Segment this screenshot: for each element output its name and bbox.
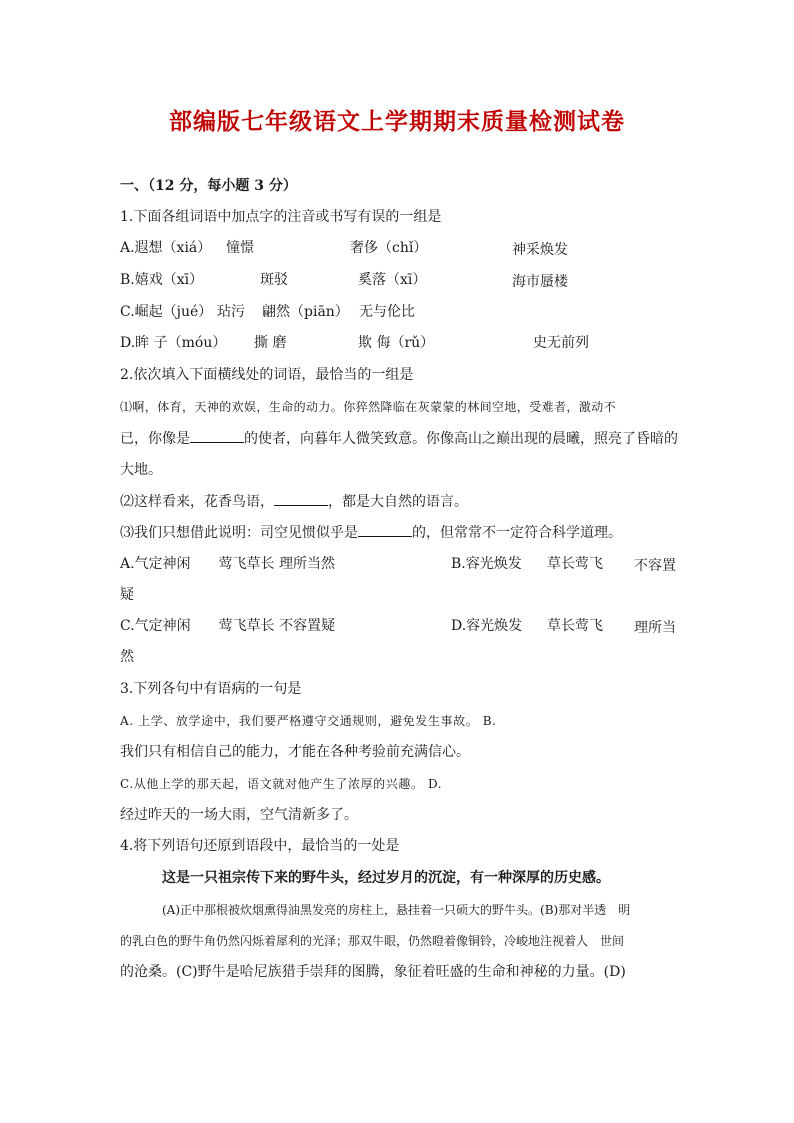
q4-passage-line3: 的沧桑。(C)野牛是哈尼族猎手崇拜的图腾，象征着旺盛的生命和神秘的力量。(D) <box>120 964 626 980</box>
q3-option-a: A. 上学、放学途中，我们要严格遵守交通规则，避免发生事故。 B. <box>120 714 497 728</box>
q3-option-d: 经过昨天的一场大雨，空气清新多了。 <box>120 807 358 823</box>
q2-passage1-text-b: 的使者，向暮年人微笑致意。你像高山之巅出现的晨曦，照亮了昏暗的 <box>244 431 678 447</box>
q2-blank-3 <box>358 522 412 537</box>
section-heading: 一、（12 分，每小题 3 分） <box>120 178 297 194</box>
q3-option-c: C.从他上学的那天起，语文就对他产生了浓厚的兴趣。 D. <box>120 777 443 791</box>
q4-stem: 4.将下列语句还原到语段中，最恰当的一处是 <box>120 838 400 854</box>
q1-stem: 1.下面各组词语中加点字的注音或书写有误的一组是 <box>120 209 442 225</box>
q1-d-col2: 撕 磨 <box>254 335 287 351</box>
q2-option-b-col3: 不容置 <box>634 558 676 574</box>
q2-option-d-col3: 理所当 <box>634 620 676 636</box>
q2-passage1-text-a: 已，你像是 <box>120 431 190 447</box>
q1-a-col1: A.遐想（xiá） <box>120 240 212 256</box>
q2-option-d-col1: D.容光焕发 <box>451 618 523 634</box>
q1-c-col3: 翩然（piān） <box>262 304 349 320</box>
q1-a-col4: 神采焕发 <box>512 242 568 258</box>
q2-passage3 <box>120 522 622 543</box>
q1-c-col1: C.崛起（jué） <box>120 304 213 320</box>
q3-stem: 3.下列各句中有语病的一句是 <box>120 681 302 697</box>
q3-option-b: 我们只有相信自己的能力，才能在各种考验前充满信心。 <box>120 744 470 760</box>
q2-option-a: A.气定神闲 莺飞草长 理所当然 <box>120 556 336 572</box>
q2-passage2-text-b: ，都是大自然的语言。 <box>328 494 468 510</box>
q1-a-col2: 憧憬 <box>226 240 254 256</box>
q2-option-d-col2: 草长莺飞 <box>547 618 603 634</box>
q1-c-col4: 无与伦比 <box>359 304 415 320</box>
q2-passage3-text-a: ⑶我们只想借此说明：司空见惯似乎是 <box>120 525 358 541</box>
q4-passage-line1: (A)正中那根被炊烟熏得油黑发亮的房柱上，悬挂着一只硕大的野牛头。(B)那对半透 明 <box>162 903 631 917</box>
q1-a-col3: 奢侈（chǐ） <box>350 240 428 256</box>
q1-d-col3: 欺 侮（rǔ） <box>358 335 435 351</box>
q1-b-col4: 海市蜃楼 <box>512 274 568 290</box>
q4-sentence: 这是一只祖宗传下来的野牛头，经过岁月的沉淀，有一种深厚的历史感。 <box>162 870 610 886</box>
q2-passage1-line1: ⑴啊，体育，天神的欢娱，生命的动力。你猝然降临在灰蒙蒙的林间空地，受难者，激动不 <box>120 400 617 414</box>
q2-option-b-col1: B.容光焕发 <box>451 556 522 572</box>
q2-passage2 <box>120 491 468 512</box>
q2-option-d-wrap: 然 <box>120 649 134 665</box>
q4-passage-line2: 的乳白色的野牛角仍然闪烁着犀利的光泽；那双牛眼，仍然瞪着像铜铃，冷峻地注视着人 世间 <box>120 934 625 948</box>
q2-option-b-wrap: 疑 <box>120 587 134 603</box>
q2-option-c: C.气定神闲 莺飞草长 不容置疑 <box>120 618 336 634</box>
q1-b-col2: 斑驳 <box>260 272 288 288</box>
q2-blank-1 <box>190 428 244 443</box>
q1-b-col3: 奚落（xī） <box>358 272 427 288</box>
q2-stem: 2.依次填入下面横线处的词语，最恰当的一组是 <box>120 367 414 383</box>
page-title: 部编版七年级语文上学期期末质量检测试卷 <box>169 108 625 135</box>
q2-passage1-line3: 大地。 <box>120 462 162 478</box>
q2-passage1-line2 <box>120 428 678 449</box>
q2-blank-2 <box>274 491 328 506</box>
q1-d-col4: 史无前列 <box>533 335 589 351</box>
q1-c-col2: 玷污 <box>217 304 245 320</box>
q2-passage3-text-b: 的，但常常不一定符合科学道理。 <box>412 525 622 541</box>
q2-option-b-col2: 草长莺飞 <box>547 556 603 572</box>
q2-passage2-text-a: ⑵这样看来，花香鸟语， <box>120 494 274 510</box>
q1-d-col1: D.眸 子（móu） <box>120 335 227 351</box>
q1-b-col1: B.嬉戏（xī） <box>120 272 204 288</box>
